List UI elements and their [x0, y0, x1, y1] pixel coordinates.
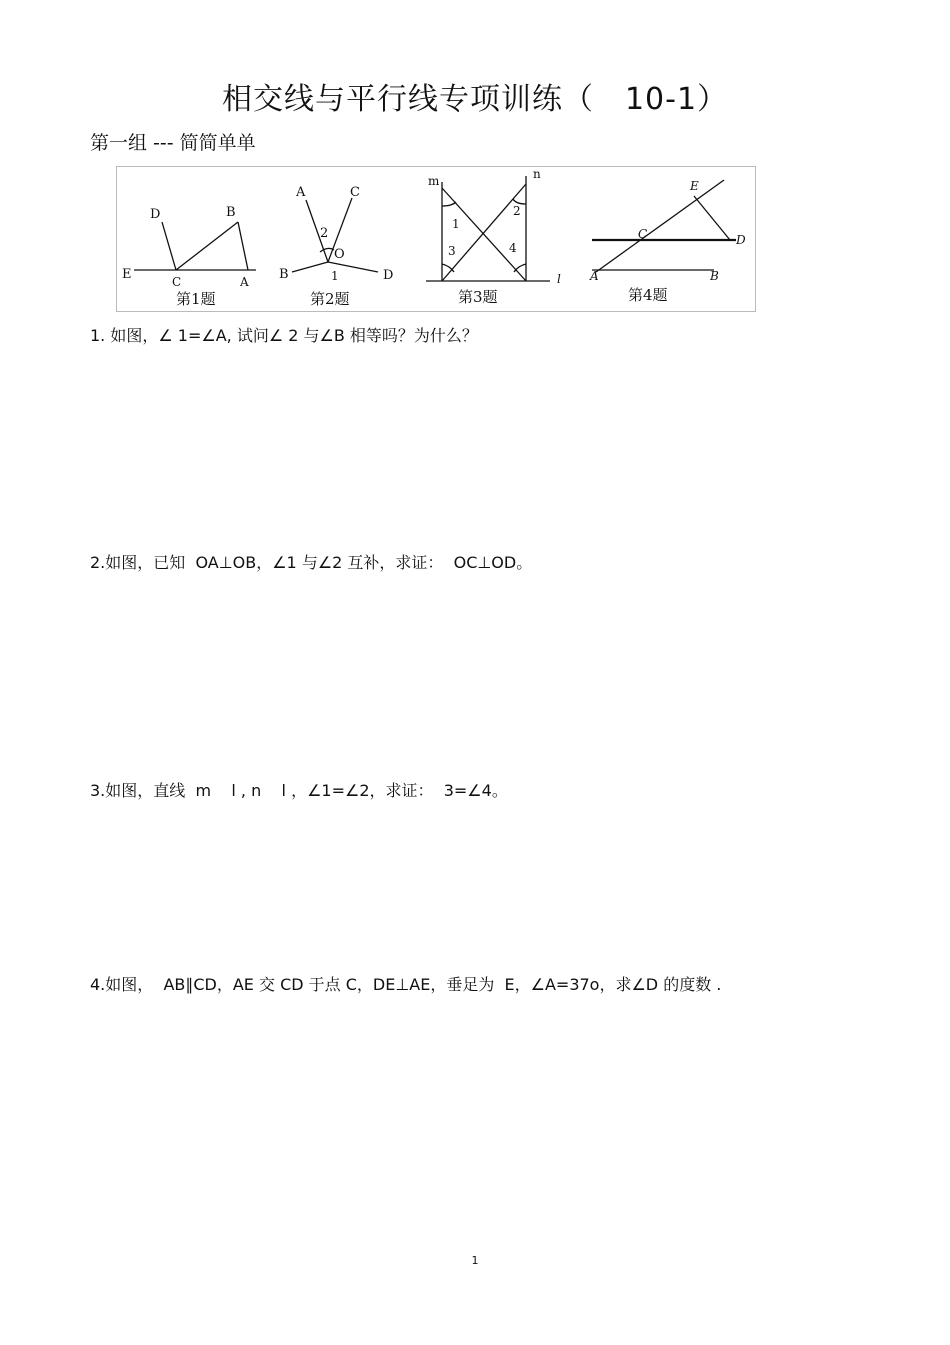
- group-heading: 第一组 --- 简简单单: [90, 132, 256, 154]
- fig4-label-D: D: [736, 233, 746, 247]
- fig2-label-A: A: [296, 185, 306, 200]
- page-number: 1: [471, 1254, 479, 1267]
- fig2-label-D: D: [383, 268, 394, 283]
- question-2: 2.如图，已知 OA⊥OB，∠1 与∠2 互补，求证： OC⊥OD。: [90, 553, 533, 572]
- fig1-label-E: E: [122, 267, 132, 282]
- fig2-caption: 第2题: [310, 290, 350, 308]
- question-3: 3.如图，直线 m l , n l ，∠1=∠2，求证： 3=∠4。: [90, 781, 508, 800]
- fig2-ray-OB: [292, 262, 328, 272]
- figure-4: [592, 180, 736, 272]
- fig1-line-BA: [238, 222, 248, 270]
- fig4-line-AE: [596, 180, 724, 272]
- figures-strip: [116, 166, 756, 312]
- fig3-label-1: 1: [452, 217, 460, 231]
- fig3-angle1-arc: [442, 202, 456, 206]
- fig3-label-m: m: [428, 174, 440, 188]
- fig1-label-B: B: [226, 205, 236, 220]
- fig2-label-2: 2: [320, 226, 329, 241]
- fig3-caption: 第3题: [458, 288, 498, 306]
- fig1-line-CB: [176, 222, 238, 270]
- fig2-label-1: 1: [331, 269, 339, 283]
- question-4: 4.如图， AB∥CD，AE 交 CD 于点 C，DE⊥AE，垂足为 E，∠A=37o，求∠D 的度数 .: [90, 975, 722, 994]
- fig1-label-A: A: [240, 275, 249, 289]
- fig1-label-D: D: [150, 207, 161, 222]
- fig4-line-ED: [694, 196, 730, 240]
- fig3-angle4-arc: [514, 264, 526, 272]
- fig4-label-C: C: [638, 227, 648, 241]
- fig3-label-4: 4: [509, 241, 517, 255]
- fig3-label-2: 2: [513, 204, 521, 218]
- fig2-label-C: C: [350, 185, 360, 200]
- fig3-label-l: l: [557, 272, 561, 286]
- fig3-angle3-arc: [442, 264, 454, 272]
- fig4-caption: 第4题: [628, 286, 668, 304]
- fig1-caption: 第1题: [176, 290, 216, 308]
- fig1-label-C: C: [172, 275, 182, 289]
- fig4-label-B: B: [710, 269, 719, 283]
- fig3-label-n: n: [533, 167, 541, 181]
- figure-1: [134, 222, 256, 270]
- fig3-label-3: 3: [448, 244, 456, 258]
- fig2-label-O: O: [334, 247, 345, 262]
- figure-3: [426, 176, 550, 281]
- page-title: 相交线与平行线专项训练（ 10-1）: [221, 82, 729, 117]
- fig2-label-B: B: [279, 267, 289, 282]
- fig4-label-E: E: [690, 179, 699, 193]
- fig1-line-CD: [162, 222, 176, 270]
- fig4-label-A: A: [590, 269, 599, 283]
- question-1: 1. 如图，∠ 1=∠A, 试问∠ 2 与∠B 相等吗？为什么？: [90, 326, 478, 345]
